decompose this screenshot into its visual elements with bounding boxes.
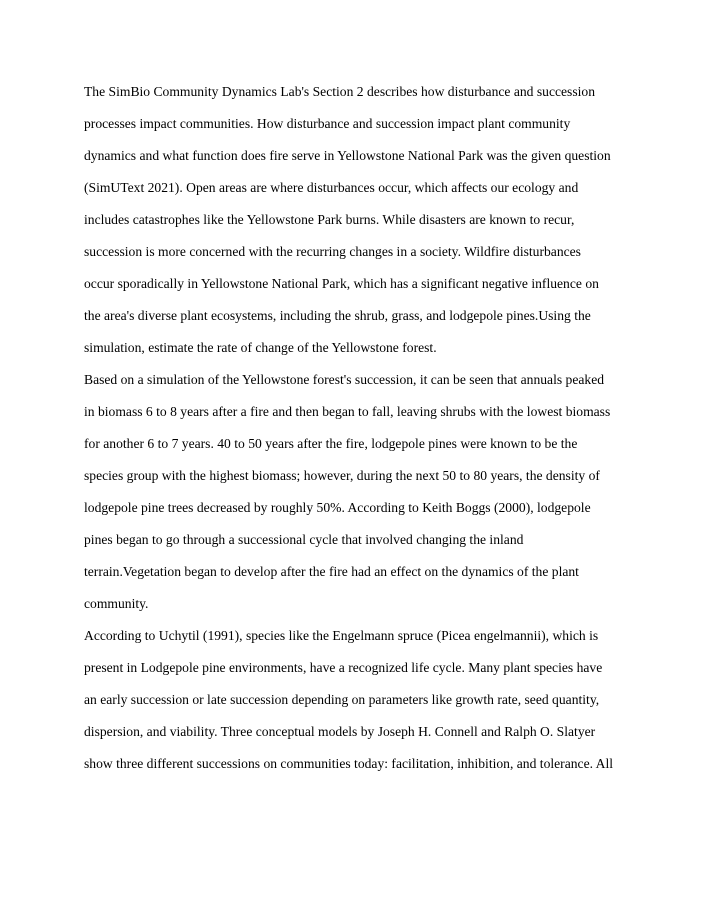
text-line: an early succession or late succession depending on parameters like growth rate, seed quantity, [84, 692, 600, 707]
text-line: succession is more concerned with the recurring changes in a society. Wildfire disturbances [84, 244, 581, 259]
text-line: dynamics and what function does fire serve in Yellowstone National Park was the given question [84, 148, 611, 163]
text-line: pines began to go through a successional cycle that involved changing the inland [84, 532, 524, 547]
text-line: includes catastrophes like the Yellowstone Park burns. While disasters are known to recur, [84, 212, 575, 227]
text-line: terrain.Vegetation began to develop after the fire had an effect on the dynamics of the plant [84, 564, 579, 579]
text-line: community. [84, 596, 149, 611]
text-line: in biomass 6 to 8 years after a fire and then began to fall, leaving shrubs with the lowest biomass [84, 404, 611, 419]
text-line: present in Lodgepole pine environments, have a recognized life cycle. Many plant species have [84, 660, 603, 675]
text-line: (SimUText 2021). Open areas are where disturbances occur, which affects our ecology and [84, 180, 579, 195]
text-line: occur sporadically in Yellowstone National Park, which has a significant negative influence on [84, 276, 599, 291]
text-line: According to Uchytil (1991), species like the Engelmann spruce (Picea engelmannii), which is [84, 628, 599, 643]
text-line: processes impact communities. How disturbance and succession impact plant community [84, 116, 571, 131]
text-line: Based on a simulation of the Yellowstone forest's succession, it can be seen that annuals peaked [84, 372, 605, 387]
text-line: lodgepole pine trees decreased by roughly 50%. According to Keith Boggs (2000), lodgepole [84, 500, 591, 515]
text-line: The SimBio Community Dynamics Lab's Section 2 describes how disturbance and succession [84, 84, 596, 99]
text-line: species group with the highest biomass; however, during the next 50 to 80 years, the density of [84, 468, 600, 483]
text-line: simulation, estimate the rate of change of the Yellowstone forest. [84, 340, 437, 355]
text-line: show three different successions on communities today: facilitation, inhibition, and tolerance. All [84, 756, 614, 771]
text-line: for another 6 to 7 years. 40 to 50 years after the fire, lodgepole pines were known to be the [84, 436, 578, 451]
text-line: the area's diverse plant ecosystems, including the shrub, grass, and lodgepole pines.Using the [84, 308, 591, 323]
text-line: dispersion, and viability. Three conceptual models by Joseph H. Connell and Ralph O. Slatyer [84, 724, 596, 739]
